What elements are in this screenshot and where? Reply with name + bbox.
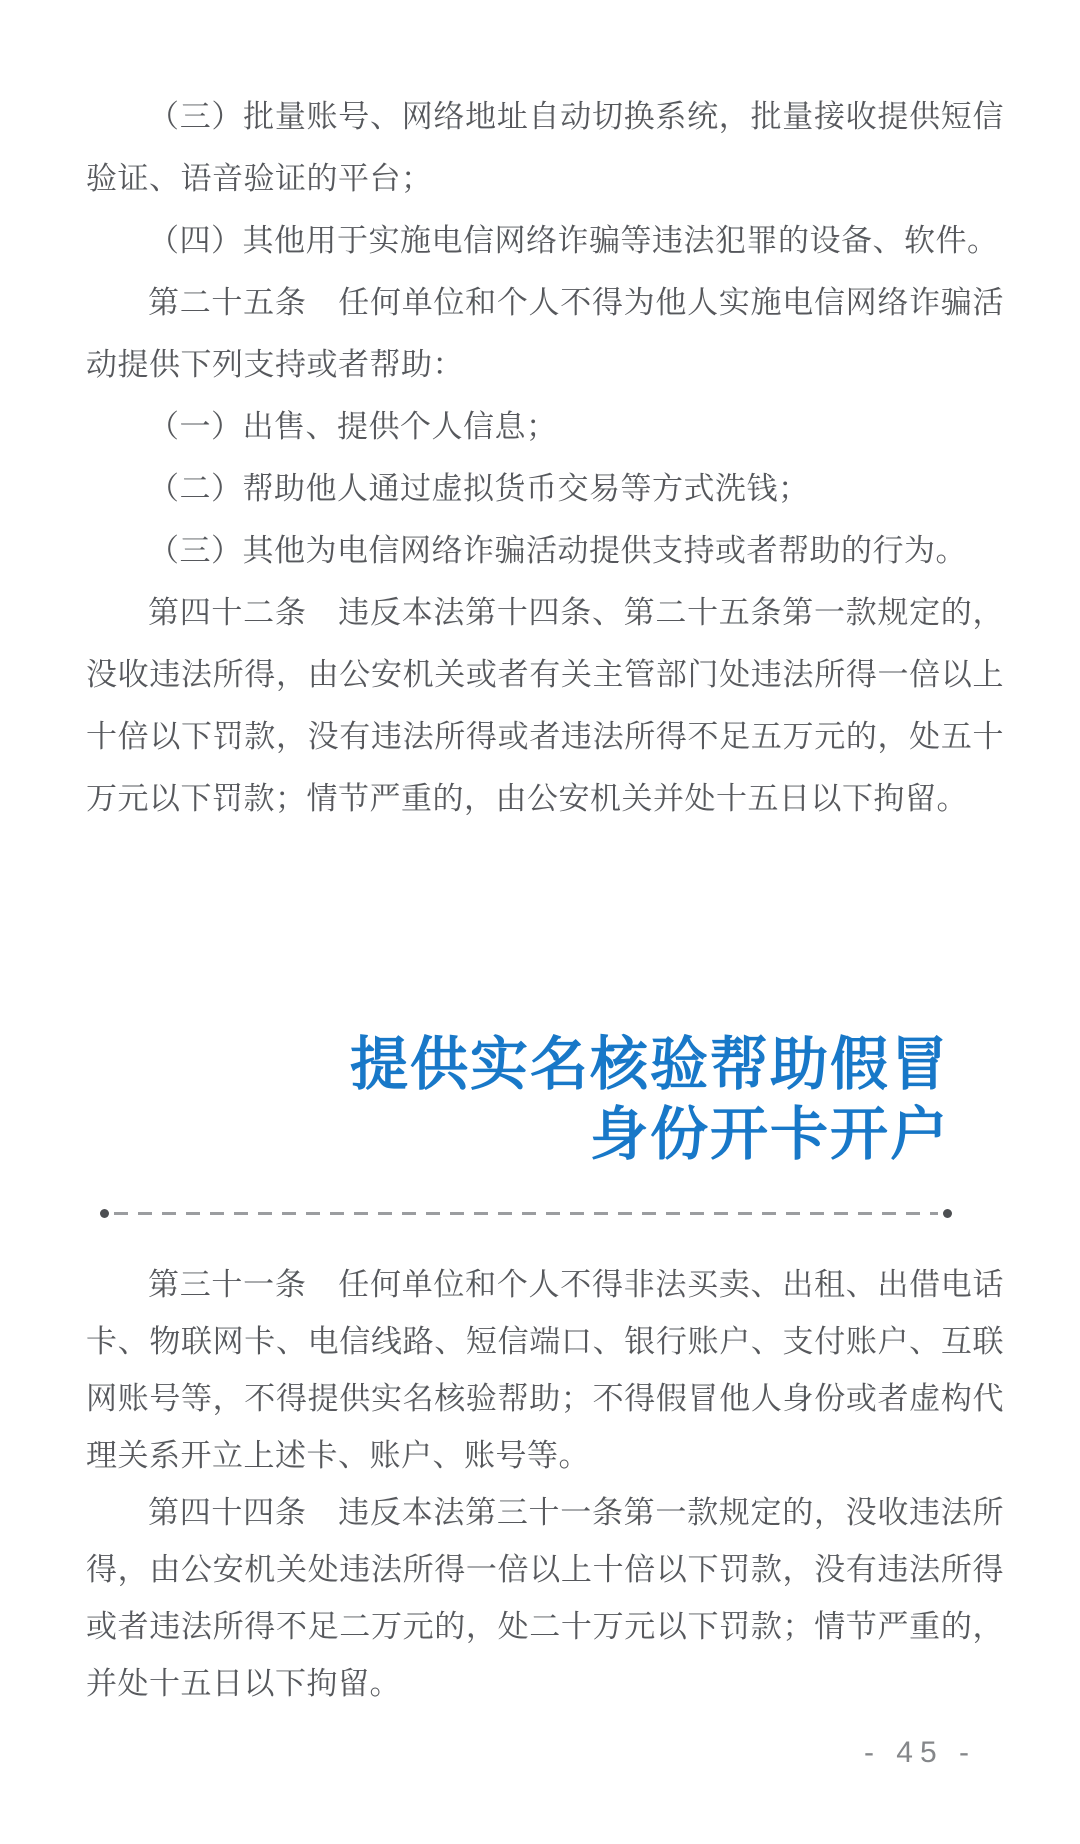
- legal-paragraph: 第二十五条 任何单位和个人不得为他人实施电信网络诈骗活动提供下列支持或者帮助：: [86, 285, 1004, 382]
- chapter-title-line2: 身份开卡开户: [589, 1102, 950, 1167]
- dashed-divider: [100, 1208, 952, 1218]
- page-number: - 45 -: [863, 1736, 976, 1769]
- legal-paragraph: 第三十一条 任何单位和个人不得非法买卖、出租、出借电话卡、物联网卡、电信线路、短信端口、银行账户、支付账户、互联网账号等，不得提供实名核验帮助；不得假冒他人身份或者虚构代理关系开立上述卡、账户、账号等。: [86, 1267, 1004, 1473]
- legal-text-section-top: [86, 86, 1004, 830]
- divider-dashes: [114, 1212, 938, 1215]
- legal-paragraph: （一）出售、提供个人信息；: [148, 409, 558, 444]
- legal-paragraph: （四）其他用于实施电信网络诈骗等违法犯罪的设备、软件。: [148, 223, 999, 258]
- legal-paragraph: （三）其他为电信网络诈骗活动提供支持或者帮助的行为。: [148, 533, 967, 568]
- legal-text-section-bottom: [86, 1256, 1004, 1712]
- chapter-title-line1: 提供实名核验帮助假冒: [349, 1032, 950, 1097]
- legal-paragraph: 第四十二条 违反本法第十四条、第二十五条第一款规定的，没收违法所得，由公安机关或者有关主管部门处违法所得一倍以上十倍以下罚款，没有违法所得或者违法所得不足五万元的，处五十万元以下罚款；情节严重的，由公安机关并处十五日以下拘留。: [86, 595, 1004, 816]
- legal-paragraph: （二）帮助他人通过虚拟货币交易等方式洗钱；: [148, 471, 810, 506]
- chapter-title: [86, 1030, 1004, 1170]
- divider-left-dot: [100, 1209, 109, 1218]
- legal-paragraph: 第四十四条 违反本法第三十一条第一款规定的，没收违法所得，由公安机关处违法所得一倍以上十倍以下罚款，没有违法所得或者违法所得不足二万元的，处二十万元以下罚款；情节严重的，并处十五日以下拘留。: [86, 1495, 1004, 1701]
- legal-paragraph: （三）批量账号、网络地址自动切换系统，批量接收提供短信验证、语音验证的平台；: [86, 99, 1004, 196]
- divider-right-dot: [943, 1209, 952, 1218]
